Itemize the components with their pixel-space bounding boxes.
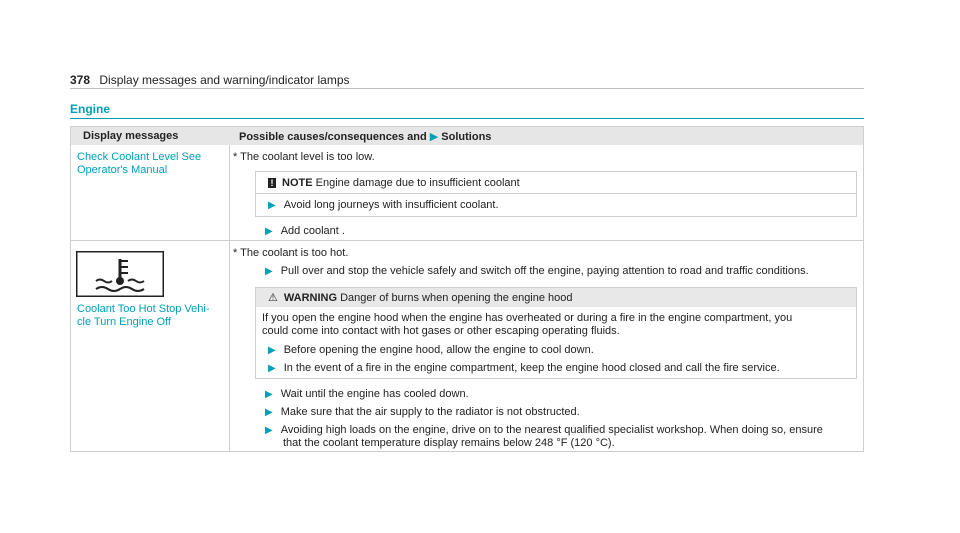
message-line: Check Coolant Level See xyxy=(77,151,202,163)
arrow-right-icon: ▶ xyxy=(265,407,273,418)
step-pull-over xyxy=(265,265,809,278)
warning-triangle-icon: ⚠ xyxy=(268,292,278,304)
display-messages-table xyxy=(70,126,864,452)
step-text: Make sure that the air supply to the radiator is not obstructed. xyxy=(280,406,580,418)
note-divider xyxy=(256,193,856,194)
note-box xyxy=(255,171,857,217)
step-text: Avoiding high loads on the engine, drive on to the nearest qualified specialist workshop. When doing so, ensure xyxy=(280,424,823,436)
step-text-continued: that the coolant temperature display remains below 248 °F (120 °C). xyxy=(283,437,615,449)
arrow-right-icon: ▶ xyxy=(265,266,273,277)
note-step-text: Avoid long journeys with insufficient coolant. xyxy=(283,199,499,211)
header-divider xyxy=(70,88,864,89)
column-divider xyxy=(229,145,230,451)
row-divider xyxy=(71,240,863,241)
cause-text: * The coolant is too hot. xyxy=(233,247,349,259)
note-step xyxy=(268,199,499,212)
coolant-temperature-icon xyxy=(76,251,164,297)
warning-step xyxy=(268,344,594,357)
warning-heading xyxy=(268,292,573,305)
column-header-solutions-label: Solutions xyxy=(441,131,492,143)
message-line: cle Turn Engine Off xyxy=(77,316,171,328)
arrow-right-icon: ▶ xyxy=(265,389,273,400)
step-add-coolant xyxy=(265,225,345,238)
warning-box xyxy=(255,287,857,379)
table-header xyxy=(71,127,863,145)
note-text: Engine damage due to insufficient coolant xyxy=(315,177,520,189)
column-header-causes xyxy=(239,130,491,143)
warning-step-text: Before opening the engine hood, allow the engine to cool down. xyxy=(283,344,594,356)
step-text: Wait until the engine has cooled down. xyxy=(280,388,469,400)
message-coolant-too-hot xyxy=(77,303,210,329)
step-drive-on xyxy=(265,424,823,437)
exclamation-icon: ! xyxy=(268,178,276,188)
section-title: Engine xyxy=(70,102,111,116)
warning-step-text: In the event of a fire in the engine compartment, keep the engine hood closed and call the fire service. xyxy=(283,362,780,374)
warning-step xyxy=(268,362,780,375)
warning-label: WARNING xyxy=(283,292,338,304)
warning-text: If you open the engine hood when the engine has overheated or during a fire in the engine compartment, you xyxy=(262,312,793,324)
message-line: Operator's Manual xyxy=(77,164,168,176)
step-text: Pull over and stop the vehicle safely and switch off the engine, paying attention to road and traffic conditions. xyxy=(280,265,809,277)
page-header xyxy=(70,73,350,87)
arrow-right-icon: ▶ xyxy=(429,131,439,143)
section-divider xyxy=(70,118,864,119)
page-header-title: Display messages and warning/indicator lamps xyxy=(99,73,350,87)
step-text: Add coolant . xyxy=(280,225,345,237)
column-header-causes-label: Possible causes/consequences and xyxy=(239,131,427,143)
page-number: 378 xyxy=(70,73,91,87)
warning-title: Danger of burns when opening the engine hood xyxy=(340,292,573,304)
step-air-supply xyxy=(265,406,580,419)
cause-text: * The coolant level is too low. xyxy=(233,151,375,163)
message-check-coolant-level xyxy=(77,151,201,177)
step-wait xyxy=(265,388,469,401)
arrow-right-icon: ▶ xyxy=(268,345,276,356)
arrow-right-icon: ▶ xyxy=(268,200,276,211)
arrow-right-icon: ▶ xyxy=(268,363,276,374)
arrow-right-icon: ▶ xyxy=(265,425,273,436)
note-heading xyxy=(268,177,520,190)
message-line: Coolant Too Hot Stop Vehi- xyxy=(77,303,210,315)
arrow-right-icon: ▶ xyxy=(265,226,273,237)
warning-text: could come into contact with hot gases or other escaping operating fluids. xyxy=(262,325,620,337)
note-label: NOTE xyxy=(282,177,313,189)
column-header-display-messages: Display messages xyxy=(83,130,179,142)
